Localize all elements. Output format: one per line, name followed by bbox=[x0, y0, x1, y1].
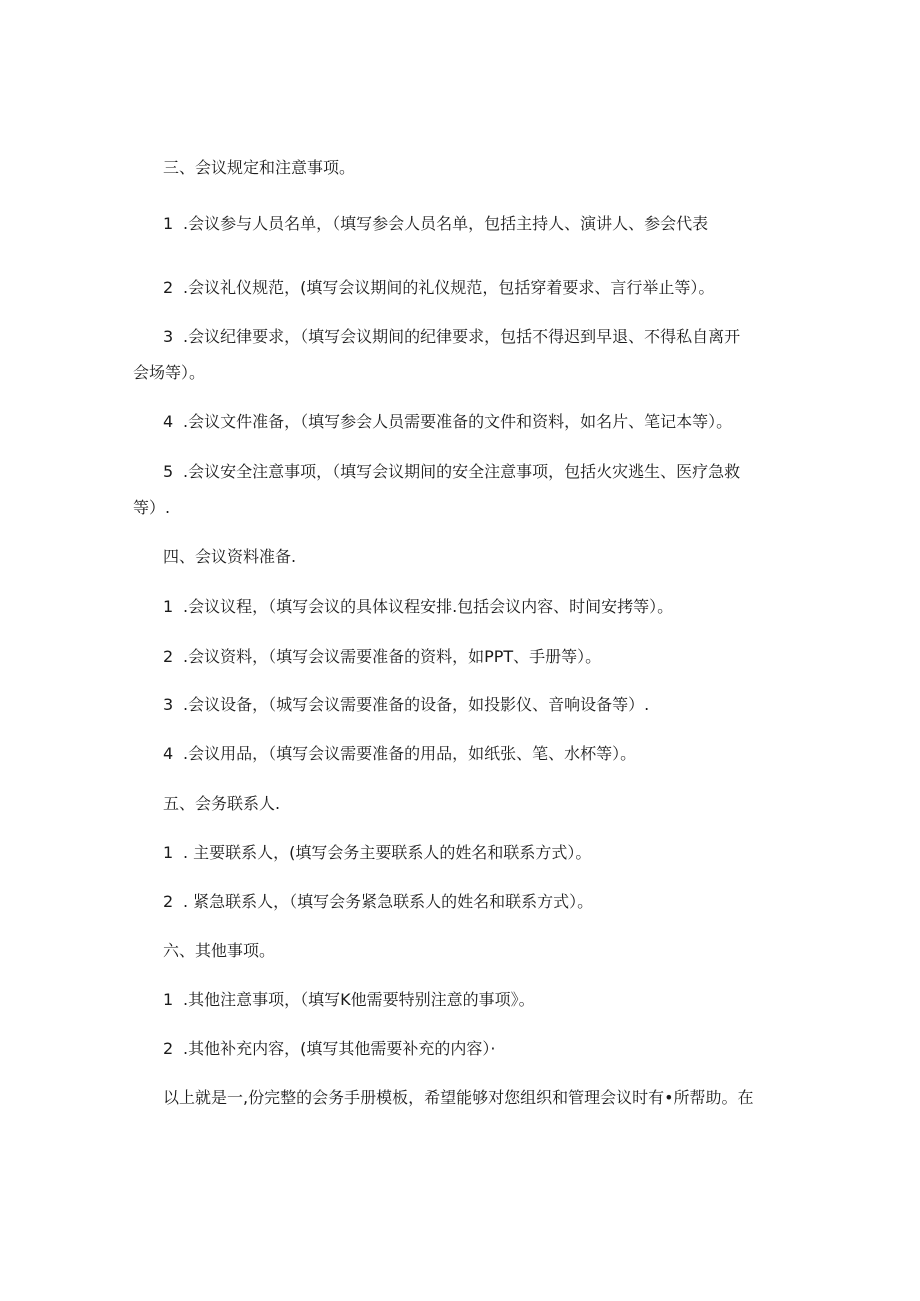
item-number: 2 bbox=[163, 278, 174, 297]
item-text: .会议安全注意事项，（填写会议期间的安全注意事项，包括火灾逃生、医疗急救 bbox=[183, 462, 741, 481]
section-heading-3: 三、会议规定和注意事项。 bbox=[163, 158, 356, 177]
item-text: .会议文件准备，（填写参会人员需要准备的文件和资料，如名片、笔记本等）。 bbox=[183, 412, 733, 431]
item-text: .会议纪律要求，（填写会议期间的纪律要求，包括不得迟到早退、不得私自离开 bbox=[183, 327, 741, 346]
list-item bbox=[163, 460, 843, 484]
item-text: .其他补充内容，(填写其他需要补充的内容）· bbox=[183, 1039, 496, 1058]
item-number: 1 bbox=[163, 597, 174, 616]
item-text: .会议礼仪规范，(填写会议期间的礼仪规范，包括穿着要求、言行举止等）。 bbox=[183, 278, 715, 297]
list-item-continuation: 会场等）。 bbox=[133, 363, 206, 382]
list-item bbox=[163, 742, 843, 766]
item-text: . 紧急联系人，（填写会务紧急联系人的姓名和联系方式）。 bbox=[183, 892, 594, 911]
list-item bbox=[163, 841, 843, 865]
item-text: .会议设备，（城写会议需要准备的设备，如投影仪、音响设备等）. bbox=[183, 695, 650, 714]
item-number: 4 bbox=[163, 744, 174, 763]
item-number: 2 bbox=[163, 647, 174, 666]
list-item bbox=[163, 645, 843, 669]
list-item bbox=[163, 1037, 843, 1061]
section-heading-5: 五、会务联系人. bbox=[163, 794, 281, 813]
item-text: .其他注意事项，（填写K他需要特别注意的事项》。 bbox=[183, 990, 535, 1009]
item-text: .会议用品，（填写会议需要准备的用品，如纸张、笔、水杯等）。 bbox=[183, 744, 637, 763]
section-heading-6: 六、其他事项。 bbox=[163, 941, 276, 960]
list-item bbox=[163, 595, 843, 619]
item-text: .会议议程，（填写会议的具体议程安排.包括会议内容、时间安拷等）。 bbox=[183, 597, 674, 616]
item-number: 3 bbox=[163, 327, 174, 346]
item-number: 1 bbox=[163, 843, 174, 862]
item-number: 3 bbox=[163, 695, 174, 714]
item-number: 1 bbox=[163, 990, 174, 1009]
list-item bbox=[163, 325, 843, 349]
item-number: 5 bbox=[163, 462, 174, 481]
list-item bbox=[163, 212, 843, 236]
item-number: 4 bbox=[163, 412, 174, 431]
list-item bbox=[163, 410, 843, 434]
closing-paragraph: 以上就是一,份完整的会务手册模板，希望能够对您组织和管理会议时有•所帮助。在 bbox=[163, 1088, 754, 1107]
item-number: 2 bbox=[163, 1039, 174, 1058]
item-number: 2 bbox=[163, 892, 174, 911]
list-item bbox=[163, 276, 843, 300]
item-text: . 主要联系人，(填写会务主要联系人的姓名和联系方式）。 bbox=[183, 843, 592, 862]
list-item bbox=[163, 693, 843, 717]
list-item bbox=[163, 890, 843, 914]
list-item bbox=[163, 988, 843, 1012]
item-text: .会议参与人员名单，（填写参会人员名单，包括主持人、演讲人、参会代表 bbox=[183, 214, 709, 233]
section-heading-4: 四、会议资料准备. bbox=[163, 547, 297, 566]
list-item-continuation: 等）. bbox=[133, 498, 171, 517]
item-number: 1 bbox=[163, 214, 174, 233]
item-text: .会议资料，（填写会议需要准备的资料，如PPT、手册等）。 bbox=[183, 647, 602, 666]
